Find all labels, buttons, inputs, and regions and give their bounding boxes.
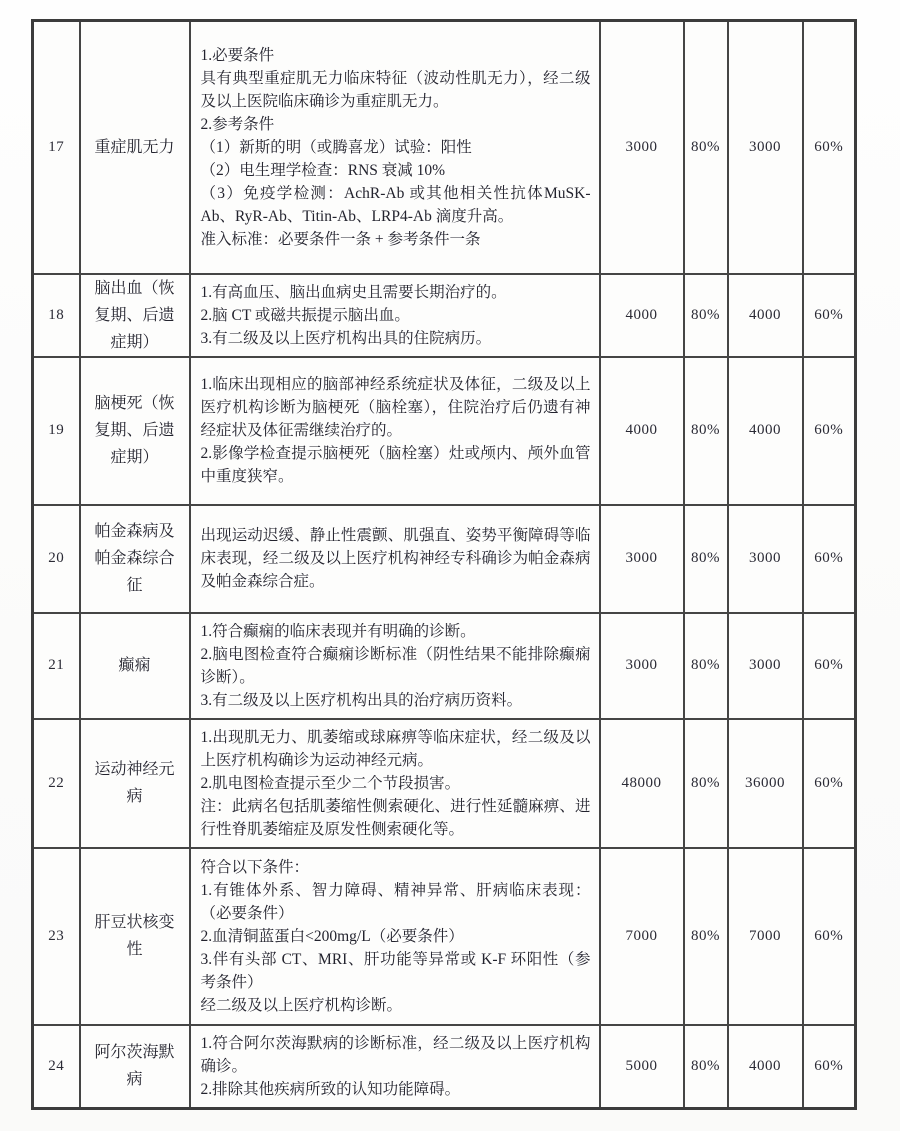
secondary-limit-cell: 3000 xyxy=(728,21,803,274)
criteria-line: 符合以下条件： xyxy=(200,858,310,876)
reimburse-rate-cell: 80% xyxy=(684,1025,728,1109)
criteria-line: 1.符合阿尔茨海默病的诊断标准，经二级及以上医疗机构确诊。 xyxy=(200,1034,591,1075)
row-number-cell: 23 xyxy=(33,848,80,1025)
criteria-line: 经二级及以上医疗机构诊断。 xyxy=(200,996,403,1014)
annual-limit-cell: 7000 xyxy=(600,848,684,1025)
disease-name-cell: 阿尔茨海默病 xyxy=(80,1025,190,1109)
criteria-line: 2.肌电图检查提示至少二个节段损害。 xyxy=(200,774,461,792)
criteria-line: 3.有二级及以上医疗机构出具的住院病历。 xyxy=(200,329,492,347)
reimburse-rate-cell: 80% xyxy=(684,357,728,505)
disease-name-cell: 肝豆状核变性 xyxy=(80,848,190,1025)
criteria-line: 1.符合癫痫的临床表现并有明确的诊断。 xyxy=(200,622,476,640)
criteria-line: 出现运动迟缓、静止性震颤、肌强直、姿势平衡障碍等临床表现，经二级及以上医疗机构神经专科确诊为帕金森病及帕金森综合症。 xyxy=(200,527,591,590)
annual-limit-cell: 3000 xyxy=(600,613,684,719)
criteria-cell xyxy=(190,21,600,274)
reimburse-rate-cell: 80% xyxy=(684,505,728,613)
table-row xyxy=(33,613,856,719)
secondary-rate-cell: 60% xyxy=(803,21,856,274)
secondary-rate-cell: 60% xyxy=(803,719,856,848)
annual-limit-cell: 5000 xyxy=(600,1025,684,1109)
disease-name-cell: 帕金森病及帕金森综合征 xyxy=(80,505,190,613)
criteria-line: 2.脑 CT 或磁共振提示脑出血。 xyxy=(200,306,410,324)
criteria-line: （3）免疫学检测：AchR-Ab 或其他相关性抗体MuSK-Ab、RyR-Ab、Titin-Ab、LRP4-Ab 滴度升高。 xyxy=(200,184,591,225)
row-number-cell: 18 xyxy=(33,274,80,357)
criteria-cell xyxy=(190,719,600,848)
criteria-cell xyxy=(190,1025,600,1109)
table-row xyxy=(33,274,856,357)
row-number-cell: 24 xyxy=(33,1025,80,1109)
secondary-limit-cell: 3000 xyxy=(728,613,803,719)
criteria-line: 2.脑电图检查符合癫痫诊断标准（阴性结果不能排除癫痫诊断）。 xyxy=(200,645,591,686)
secondary-rate-cell: 60% xyxy=(803,848,856,1025)
reimburse-rate-cell: 80% xyxy=(684,274,728,357)
table-row xyxy=(33,505,856,613)
row-number-cell: 20 xyxy=(33,505,80,613)
criteria-line: 1.有锥体外系、智力障碍、精神异常、肝病临床表现：（必要条件） xyxy=(200,881,591,922)
disease-name-cell: 脑梗死（恢复期、后遗症期） xyxy=(80,357,190,505)
secondary-rate-cell: 60% xyxy=(803,274,856,357)
criteria-cell xyxy=(190,613,600,719)
secondary-rate-cell: 60% xyxy=(803,613,856,719)
secondary-rate-cell: 60% xyxy=(803,1025,856,1109)
table-row xyxy=(33,719,856,848)
table-row xyxy=(33,21,856,274)
disease-name-cell: 癫痫 xyxy=(80,613,190,719)
disease-benefits-table xyxy=(31,19,857,1110)
row-number-cell: 22 xyxy=(33,719,80,848)
criteria-line: 3.有二级及以上医疗机构出具的治疗病历资料。 xyxy=(200,691,523,709)
criteria-line: 准入标准：必要条件一条 + 参考条件一条 xyxy=(200,230,481,248)
secondary-limit-cell: 4000 xyxy=(728,357,803,505)
annual-limit-cell: 3000 xyxy=(600,21,684,274)
criteria-line: 2.参考条件 xyxy=(200,115,275,133)
annual-limit-cell: 48000 xyxy=(600,719,684,848)
criteria-line: 2.排除其他疾病所致的认知功能障碍。 xyxy=(200,1080,461,1098)
criteria-line: （1）新斯的明（或腾喜龙）试验：阳性 xyxy=(200,138,472,156)
disease-name-cell: 脑出血（恢复期、后遗症期） xyxy=(80,274,190,357)
secondary-limit-cell: 4000 xyxy=(728,274,803,357)
secondary-limit-cell: 3000 xyxy=(728,505,803,613)
table-row xyxy=(33,1025,856,1109)
secondary-limit-cell: 7000 xyxy=(728,848,803,1025)
criteria-cell xyxy=(190,848,600,1025)
disease-name-cell: 运动神经元病 xyxy=(80,719,190,848)
criteria-line: 3.伴有头部 CT、MRI、肝功能等异常或 K-F 环阳性（参考条件） xyxy=(200,950,591,991)
row-number-cell: 21 xyxy=(33,613,80,719)
criteria-line: 具有典型重症肌无力临床特征（波动性肌无力），经二级及以上医院临床确诊为重症肌无力。 xyxy=(200,69,591,110)
reimburse-rate-cell: 80% xyxy=(684,719,728,848)
secondary-limit-cell: 36000 xyxy=(728,719,803,848)
reimburse-rate-cell: 80% xyxy=(684,613,728,719)
criteria-line: 2.影像学检查提示脑梗死（脑栓塞）灶或颅内、颅外血管中重度狭窄。 xyxy=(200,445,591,485)
criteria-cell xyxy=(190,357,600,505)
table-body xyxy=(33,21,856,1109)
criteria-cell xyxy=(190,505,600,613)
criteria-line: 注：此病名包括肌萎缩性侧索硬化、进行性延髓麻痹、进行性脊肌萎缩症及原发性侧索硬化等。 xyxy=(200,797,591,838)
table-row xyxy=(33,848,856,1025)
reimburse-rate-cell: 80% xyxy=(684,21,728,274)
annual-limit-cell: 4000 xyxy=(600,357,684,505)
reimburse-rate-cell: 80% xyxy=(684,848,728,1025)
criteria-line: 1.出现肌无力、肌萎缩或球麻痹等临床症状，经二级及以上医疗机构确诊为运动神经元病。 xyxy=(200,728,591,769)
criteria-cell xyxy=(190,274,600,357)
annual-limit-cell: 3000 xyxy=(600,505,684,613)
secondary-limit-cell: 4000 xyxy=(728,1025,803,1109)
criteria-line: （2）电生理学检查：RNS 衰减 10% xyxy=(200,161,446,179)
disease-name-cell: 重症肌无力 xyxy=(80,21,190,274)
row-number-cell: 19 xyxy=(33,357,80,505)
annual-limit-cell: 4000 xyxy=(600,274,684,357)
table-row xyxy=(33,357,856,505)
criteria-line: 2.血清铜蓝蛋白<200mg/L（必要条件） xyxy=(200,927,464,945)
criteria-line: 1.有高血压、脑出血病史且需要长期治疗的。 xyxy=(200,283,507,301)
criteria-line: 1.必要条件 xyxy=(200,46,275,64)
row-number-cell: 17 xyxy=(33,21,80,274)
secondary-rate-cell: 60% xyxy=(803,357,856,505)
secondary-rate-cell: 60% xyxy=(803,505,856,613)
criteria-line: 1.临床出现相应的脑部神经系统症状及体征，二级及以上医疗机构诊断为脑梗死（脑栓塞），住院治疗后仍遗有神经症状及体征需继续治疗的。 xyxy=(200,376,591,439)
